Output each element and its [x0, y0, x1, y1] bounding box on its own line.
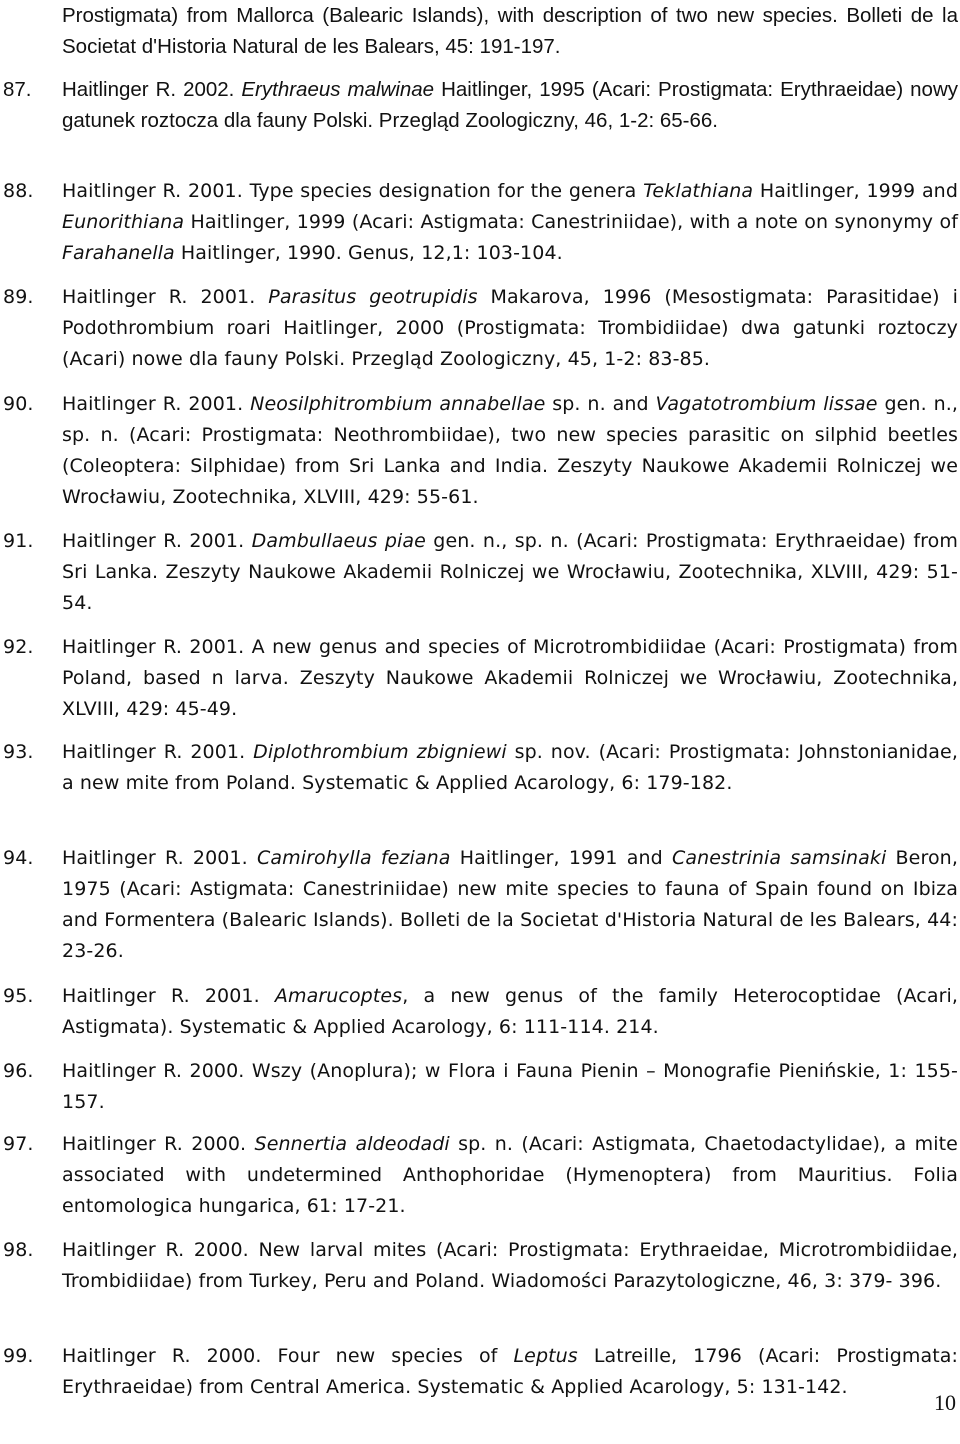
citation-text: Haitlinger R. 2001. — [62, 985, 275, 1007]
entry-text — [62, 176, 958, 269]
citation-text: , a new genus of the family Heterocoptidae (Acari, Astigmata). Systematic & Applied Acarology, 6: 111-114. 214. — [62, 985, 958, 1038]
taxon-name: Teklathiana — [643, 180, 754, 202]
entry-text — [62, 1056, 958, 1118]
entry-text — [62, 843, 958, 967]
citation-text: sp. n. and — [545, 393, 656, 415]
taxon-name: Eunorithiana — [62, 211, 185, 233]
citation-text: Haitlinger, 1999 and — [753, 180, 958, 202]
entry-number: 98. — [3, 1239, 34, 1261]
citation-text: sp. nov. (Acari: Prostigmata: Johnstonianidae, a new mite from Poland. Systematic & Applied Acarology, 6: 179-182. — [62, 741, 958, 794]
entry-text — [62, 737, 958, 799]
entry-text — [62, 389, 958, 513]
citation-text: Beron, 1975 (Acari: Astigmata: Canestriniidae) new mite species to fauna of Spain found on Ibiza and Formentera (Balearic Islands). Bolleti de la Societat d'Historia Natural de les Balears, 44: 23-26. — [62, 847, 958, 962]
taxon-name: Vagatotrombium lissae — [655, 393, 878, 415]
citation-text: Haitlinger R. 2001. Type species designation for the genera — [62, 180, 644, 202]
entry-text — [62, 1129, 958, 1222]
entry-number: 92. — [3, 636, 34, 658]
citation-text: Haitlinger R. 2000. New larval mites (Acari: Prostigmata: Erythraeidae, Microtrombidiidae, Trombidiidae) from Turkey, Peru and Poland. Wiadomości Parazytologiczne, 46, 3: 379- 396. — [62, 1239, 958, 1292]
citation-text: Haitlinger, 1999 (Acari: Astigmata: Canestriniidae), with a note on synonymy of — [184, 211, 958, 233]
entry-text — [62, 0, 958, 62]
entry-number: 90. — [3, 393, 34, 415]
taxon-name: Diplothrombium zbigniewi — [253, 741, 507, 763]
taxon-name: Dambullaeus piae — [251, 530, 426, 552]
taxon-name: Amarucoptes — [274, 985, 403, 1007]
entry-text — [62, 1235, 958, 1297]
entry-number: 96. — [3, 1060, 34, 1082]
taxon-name: Farahanella — [62, 242, 175, 264]
taxon-name: Neosilphitrombium annabellae — [250, 393, 546, 415]
entry-number: 88. — [3, 180, 34, 202]
entry-text — [62, 282, 958, 375]
citation-text: Haitlinger, 1990. Genus, 12,1: 103-104. — [174, 242, 563, 264]
entry-text — [62, 1341, 958, 1403]
entry-number: 99. — [3, 1345, 34, 1367]
entry-text — [62, 632, 958, 725]
citation-text: Makarova, 1996 (Mesostigmata: Parasitidae) i Podothrombium roari Haitlinger, 2000 (Prostigmata: Trombidiidae) dwa gatunki roztoczy (Acari) nowe dla fauny Polski. Przegląd Zoologiczny, 45, 1-2: 83-85. — [62, 286, 958, 370]
taxon-name: Camirohylla feziana — [256, 847, 451, 869]
entry-text — [62, 74, 958, 136]
citation-text: Latreille, 1796 (Acari: Prostigmata: Erythraeidae) from Central America. Systematic & Applied Acarology, 5: 131-142. — [62, 1345, 958, 1398]
entry-text — [62, 526, 958, 619]
taxon-name: Parasitus geotrupidis — [268, 286, 478, 308]
citation-text: Haitlinger R. 2000. — [62, 1133, 255, 1155]
entry-number: 95. — [3, 985, 34, 1007]
entry-number: 93. — [3, 741, 34, 763]
entry-text — [62, 981, 958, 1043]
entry-number: 91. — [3, 530, 34, 552]
page-number: 10 — [934, 1390, 956, 1415]
citation-text: gen. n., sp. n. (Acari: Prostigmata: Neothrombiidae), two new species parasitic on silphid beetles (Coleoptera: Silphidae) from Sri Lanka and India. Zeszyty Naukowe Akademii Rolniczej we Wrocławiu, Zootechnika, XLVIII, 429: 55-61. — [62, 393, 959, 508]
citation-text: Haitlinger, 1995 (Acari: Prostigmata: Erythraeidae) nowy gatunek roztocza dla fauny Polski. Przegląd Zoologiczny, 46, 1-2: 65-66. — [62, 78, 959, 132]
citation-text: gen. n., sp. n. (Acari: Prostigmata: Erythraeidae) from Sri Lanka. Zeszyty Naukowe Akademii Rolniczej we Wrocławiu, Zootechnika, XLVIII, 429: 51-54. — [62, 530, 958, 614]
citation-text: Haitlinger R. 2001. — [62, 741, 254, 763]
taxon-name: Canestrinia samsinaki — [671, 847, 887, 869]
citation-text: sp. n. (Acari: Astigmata, Chaetodactylidae), a mite associated with undetermined Anthophoridae (Hymenoptera) from Mauritius. Folia entomologica hungarica, 61: 17-21. — [62, 1133, 958, 1217]
citation-text: Haitlinger R. 2001. — [62, 847, 257, 869]
citation-text: Haitlinger, 1991 and — [450, 847, 672, 869]
taxon-name: Leptus — [513, 1345, 578, 1367]
entry-number: 87. — [3, 78, 32, 101]
citation-text: Haitlinger R. 2001. — [62, 286, 269, 308]
citation-text: Haitlinger R. 2000. Four new species of — [62, 1345, 514, 1367]
citation-text: Haitlinger R. 2002. — [62, 78, 242, 101]
entry-number: 89. — [3, 286, 34, 308]
taxon-name: Erythraeus malwinae — [241, 78, 435, 101]
taxon-name: Sennertia aldeodadi — [254, 1133, 450, 1155]
citation-text: Haitlinger R. 2001. — [62, 393, 251, 415]
citation-text: Haitlinger R. 2001. — [62, 530, 252, 552]
citation-text: Prostigmata) from Mallorca (Balearic Islands), with description of two new species. Bolleti de la Societat d'Historia Natural de les Balears, 45: 191-197. — [62, 4, 958, 58]
citation-text: Haitlinger R. 2000. Wszy (Anoplura); w Flora i Fauna Pienin – Monografie Pienińskie, 1: 155-157. — [62, 1060, 958, 1113]
citation-text: Haitlinger R. 2001. A new genus and species of Microtrombidiidae (Acari: Prostigmata) from Poland, based n larva. Zeszyty Naukowe Akademii Rolniczej we Wrocławiu, Zootechnika, XLVIII, 429: 45-49. — [62, 636, 958, 720]
entry-number: 94. — [3, 847, 34, 869]
entry-number: 97. — [3, 1133, 34, 1155]
